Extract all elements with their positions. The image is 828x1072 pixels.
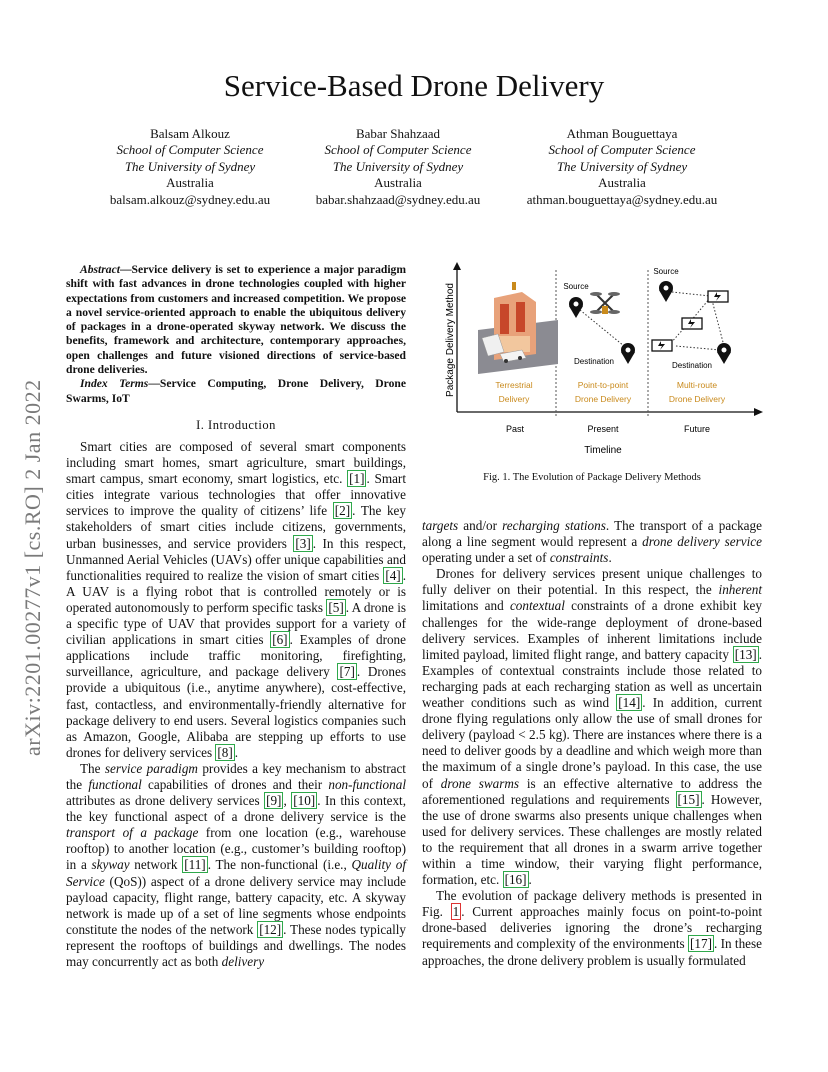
- author-school: School of Computer Science: [116, 142, 264, 158]
- method-label-multi-route: Drone Delivery: [668, 394, 726, 404]
- method-label-terrestrial: Terrestrial: [495, 380, 533, 390]
- charging-station-icon: [708, 291, 728, 302]
- x-axis-arrow: [754, 408, 763, 416]
- figure-caption: Fig. 1. The Evolution of Package Delivery Methods: [483, 472, 701, 483]
- era-label-past: Past: [505, 424, 525, 434]
- author-email[interactable]: athman.bouguettaya@sydney.edu.au: [526, 191, 718, 207]
- author-name: Athman Bouguettaya: [566, 126, 678, 141]
- method-label-point-to-point: Drone Delivery: [574, 394, 632, 404]
- drone-icon: [590, 292, 620, 314]
- author-block: [497, 126, 747, 208]
- charging-station-icon: [652, 340, 672, 351]
- y-axis-arrow: [453, 262, 461, 270]
- index-terms-label: Index Terms: [80, 377, 149, 391]
- method-label-terrestrial: Delivery: [498, 394, 530, 404]
- author-country: Australia: [166, 175, 214, 191]
- author-university: The University of Sydney: [332, 158, 464, 174]
- era-label-future: Future: [683, 424, 711, 434]
- x-axis-label: Timeline: [584, 445, 622, 456]
- era-label-present: Present: [587, 424, 619, 434]
- author-university: The University of Sydney: [124, 158, 256, 174]
- author-email[interactable]: babar.shahzaad@sydney.edu.au: [315, 191, 481, 207]
- source-label: Source: [653, 267, 679, 276]
- destination-pin-icon: [717, 343, 731, 364]
- author-university: The University of Sydney: [556, 158, 688, 174]
- author-name: Babar Shahzaad: [355, 126, 441, 141]
- destination-label: Destination: [573, 357, 615, 366]
- source-pin-icon: [569, 297, 583, 318]
- author-name: Balsam Alkouz: [150, 126, 230, 141]
- method-label-multi-route: Multi-route: [676, 380, 718, 390]
- destination-label: Destination: [671, 361, 713, 370]
- flight-path: [580, 310, 624, 346]
- author-school: School of Computer Science: [324, 142, 472, 158]
- author-school: School of Computer Science: [548, 142, 696, 158]
- source-label: Source: [563, 282, 589, 291]
- destination-pin-icon: [621, 343, 635, 364]
- paper-title: Service-Based Drone Delivery: [223, 68, 605, 103]
- left-column-body: Smart cities are composed of several smart components including smart homes, smart agriculture, smart buildings, smart campus, smart economy, smart logistics, etc. [1] . Smart cities integrate various technologies that offer innovative services to improve the quality of citizens’ life [2] . The key stakeholders of smart cities include citizens, governments, urban businesses, and service providers [3] . In this respect, Unmanned Aerial Vehicles (UAVs) offer unique capabilities and functionalities required to realize the vision of smart cities [4] . A UAV is a flying robot that is controlled remotely or is operated autonomously to perform specific tasks [5] . A drone is a specific type of UAV that provides support for a variety of civilian applications in smart cities [6] . Examples of drone applications include traffic monitoring, firefighting, surveillance, agriculture, and package delivery [7] . Drones provide a ubiquitous (i.e., anytime anywhere), cost-effective, fast, contactless, and environmentally-friendly alternative for package delivery to end users. Several logistics companies such as Amazon, Google, Alibaba are stepping up efforts to use drones for delivery services [8] . The service paradigm provides a key mechanism to abstract the functional capabilities of drones and their non-functional attributes as drone delivery services [9] , [10] . In this context, the key functional aspect of a drone delivery service is the transport of a package from one location (e.g., warehouse rooftop) to another location (e.g., customer’s building rooftop) in a skyway network [11] . The non-functional (i.e., Quality of Service (QoS)) aspect of a drone delivery service may include payload capacity, flight range, battery capacity, etc. A skyway network is made up of a set of line segments whose endpoints constitute the nodes of the network [12] . These nodes typically represent the rooftops of buildings and dwellings. The nodes may concurrently act as both delivery: [66, 439, 407, 969]
- charging-station-icon: [682, 318, 702, 329]
- abstract-label: Abstract: [80, 263, 120, 276]
- author-country: Australia: [374, 175, 422, 191]
- author-email[interactable]: balsam.alkouz@sydney.edu.au: [109, 191, 271, 207]
- section-heading: I. Introduction: [196, 418, 276, 432]
- arxiv-identifier[interactable]: arXiv:2201.00277v1 [cs.RO] 2 Jan 2022: [20, 379, 45, 756]
- abstract-text: —Service delivery is set to experience a major paradigm shift with fast advances in drone technologies coupled with higher expectations from customers and increased competition. We propose a novel service-oriented approach to enable the ubiquitous delivery of packages in a drone-operated skyway network. We discuss the benefits, framework and architecture, contemporary approaches, open challenges and future visioned directions of service-based drone deliveries.: [66, 263, 406, 377]
- index-terms: —Service Computing, Drone Delivery, Drone Swarms, IoT: [66, 377, 406, 405]
- abstract: [66, 263, 406, 406]
- source-pin-icon: [659, 281, 673, 302]
- right-column-body: targets and/or recharging stations. The transport of a package along a line segment would represent a drone delivery service operating under a set of constraints. Drones for delivery services present unique challenges to fully deliver on their potential. In this respect, the inherent limitations and contextual constraints of a drone exhibit key challenges for the wide-range deployment of drone-based delivery services. Examples of inherent limitations include limited payload, limited flight range, and battery capacity [13] . Examples of contextual constraints include those related to recharging pads at each recharging station as well as uncertain weather conditions such as wind [14] . In addition, current drone flying regulations only allow the use of small drones for delivery (payload < 2.5 kg). There are instances where there is a need to deliver goods by a deadline and which weigh more than the maximum of a single drone’s payload. In this case, the use of drone swarms is an effective alternative to address the aforementioned regulations and requirements [15] . However, the use of drone swarms also presents unique challenges when used for delivery services. These challenges are mostly related to the requirement that all drones in a swarm arrive together within a time window, their varying flight performance, formation, etc. [16] . The evolution of package delivery methods is presented in Fig. 1 . Current approaches mainly focus on point-to-point drone-based deliveries ignoring the drone’s recharging requirements and complexity of the environments [17] . In these approaches, the drone delivery problem is usually formulated: [422, 518, 763, 968]
- y-axis-label: Package Delivery Method: [445, 283, 456, 397]
- delivery-evolution-figure: [438, 262, 768, 460]
- author-block: [273, 126, 523, 208]
- warehouse-illustration: [478, 282, 558, 374]
- method-label-point-to-point: Point-to-point: [577, 380, 629, 390]
- author-country: Australia: [598, 175, 646, 191]
